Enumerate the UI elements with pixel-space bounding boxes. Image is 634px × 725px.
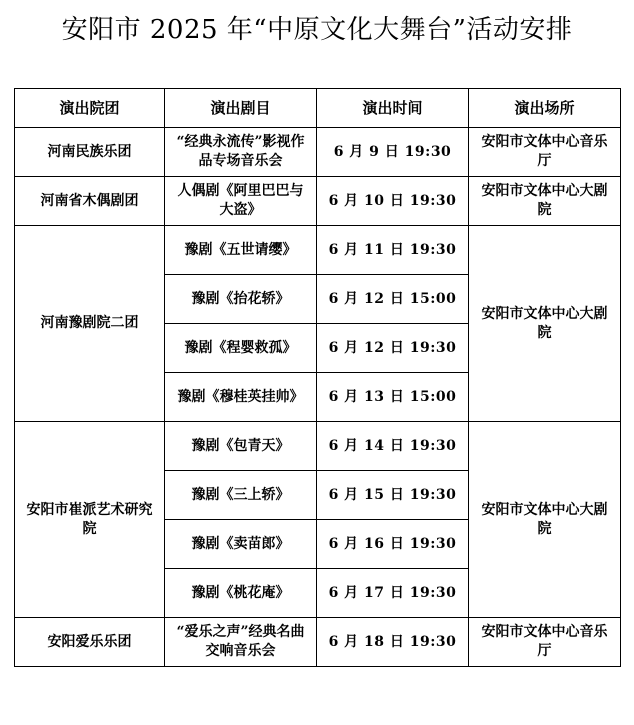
venue-cell: 安阳市文体中心大剧院 (469, 226, 621, 422)
time-cell: 6 月 12 日 19:30 (317, 324, 469, 373)
venue-cell: 安阳市文体中心音乐厅 (469, 128, 621, 177)
table-row (15, 128, 621, 177)
time-cell: 6 月 10 日 19:30 (317, 177, 469, 226)
schedule-body (15, 128, 621, 667)
show-cell: 豫剧《穆桂英挂帅》 (165, 373, 317, 422)
venue-cell: 安阳市文体中心大剧院 (469, 422, 621, 618)
troupe-cell: 安阳爱乐乐团 (15, 618, 165, 667)
venue-cell: 安阳市文体中心音乐厅 (469, 618, 621, 667)
time-cell: 6 月 12 日 15:00 (317, 275, 469, 324)
show-cell: 豫剧《包青天》 (165, 422, 317, 471)
table-row (15, 226, 621, 275)
document-title: 安阳市 2025 年“中原文化大舞台”活动安排 (61, 15, 573, 45)
show-cell: 豫剧《桃花庵》 (165, 569, 317, 618)
show-cell: 豫剧《五世请缨》 (165, 226, 317, 275)
show-cell: 豫剧《三上轿》 (165, 471, 317, 520)
show-cell: “爱乐之声”经典名曲交响音乐会 (165, 618, 317, 667)
time-cell: 6 月 13 日 15:00 (317, 373, 469, 422)
table-row (15, 422, 621, 471)
show-cell: 豫剧《卖苗郎》 (165, 520, 317, 569)
header-row (15, 89, 621, 128)
show-cell: 豫剧《程婴救孤》 (165, 324, 317, 373)
time-cell: 6 月 14 日 19:30 (317, 422, 469, 471)
troupe-cell: 河南豫剧院二团 (15, 226, 165, 422)
troupe-cell: 河南民族乐团 (15, 128, 165, 177)
show-cell: “经典永流传”影视作品专场音乐会 (165, 128, 317, 177)
time-cell: 6 月 15 日 19:30 (317, 471, 469, 520)
show-cell: 人偶剧《阿里巴巴与大盗》 (165, 177, 317, 226)
time-cell: 6 月 16 日 19:30 (317, 520, 469, 569)
troupe-cell: 安阳市崔派艺术研究院 (15, 422, 165, 618)
show-cell: 豫剧《抬花轿》 (165, 275, 317, 324)
table-row (15, 618, 621, 667)
troupe-cell: 河南省木偶剧团 (15, 177, 165, 226)
header-troupe: 演出院团 (15, 89, 165, 128)
schedule-table (14, 88, 621, 667)
time-cell: 6 月 9 日 19:30 (317, 128, 469, 177)
venue-cell: 安阳市文体中心大剧院 (469, 177, 621, 226)
header-show: 演出剧目 (165, 89, 317, 128)
time-cell: 6 月 18 日 19:30 (317, 618, 469, 667)
time-cell: 6 月 17 日 19:30 (317, 569, 469, 618)
time-cell: 6 月 11 日 19:30 (317, 226, 469, 275)
table-row (15, 177, 621, 226)
header-venue: 演出场所 (469, 89, 621, 128)
header-time: 演出时间 (317, 89, 469, 128)
